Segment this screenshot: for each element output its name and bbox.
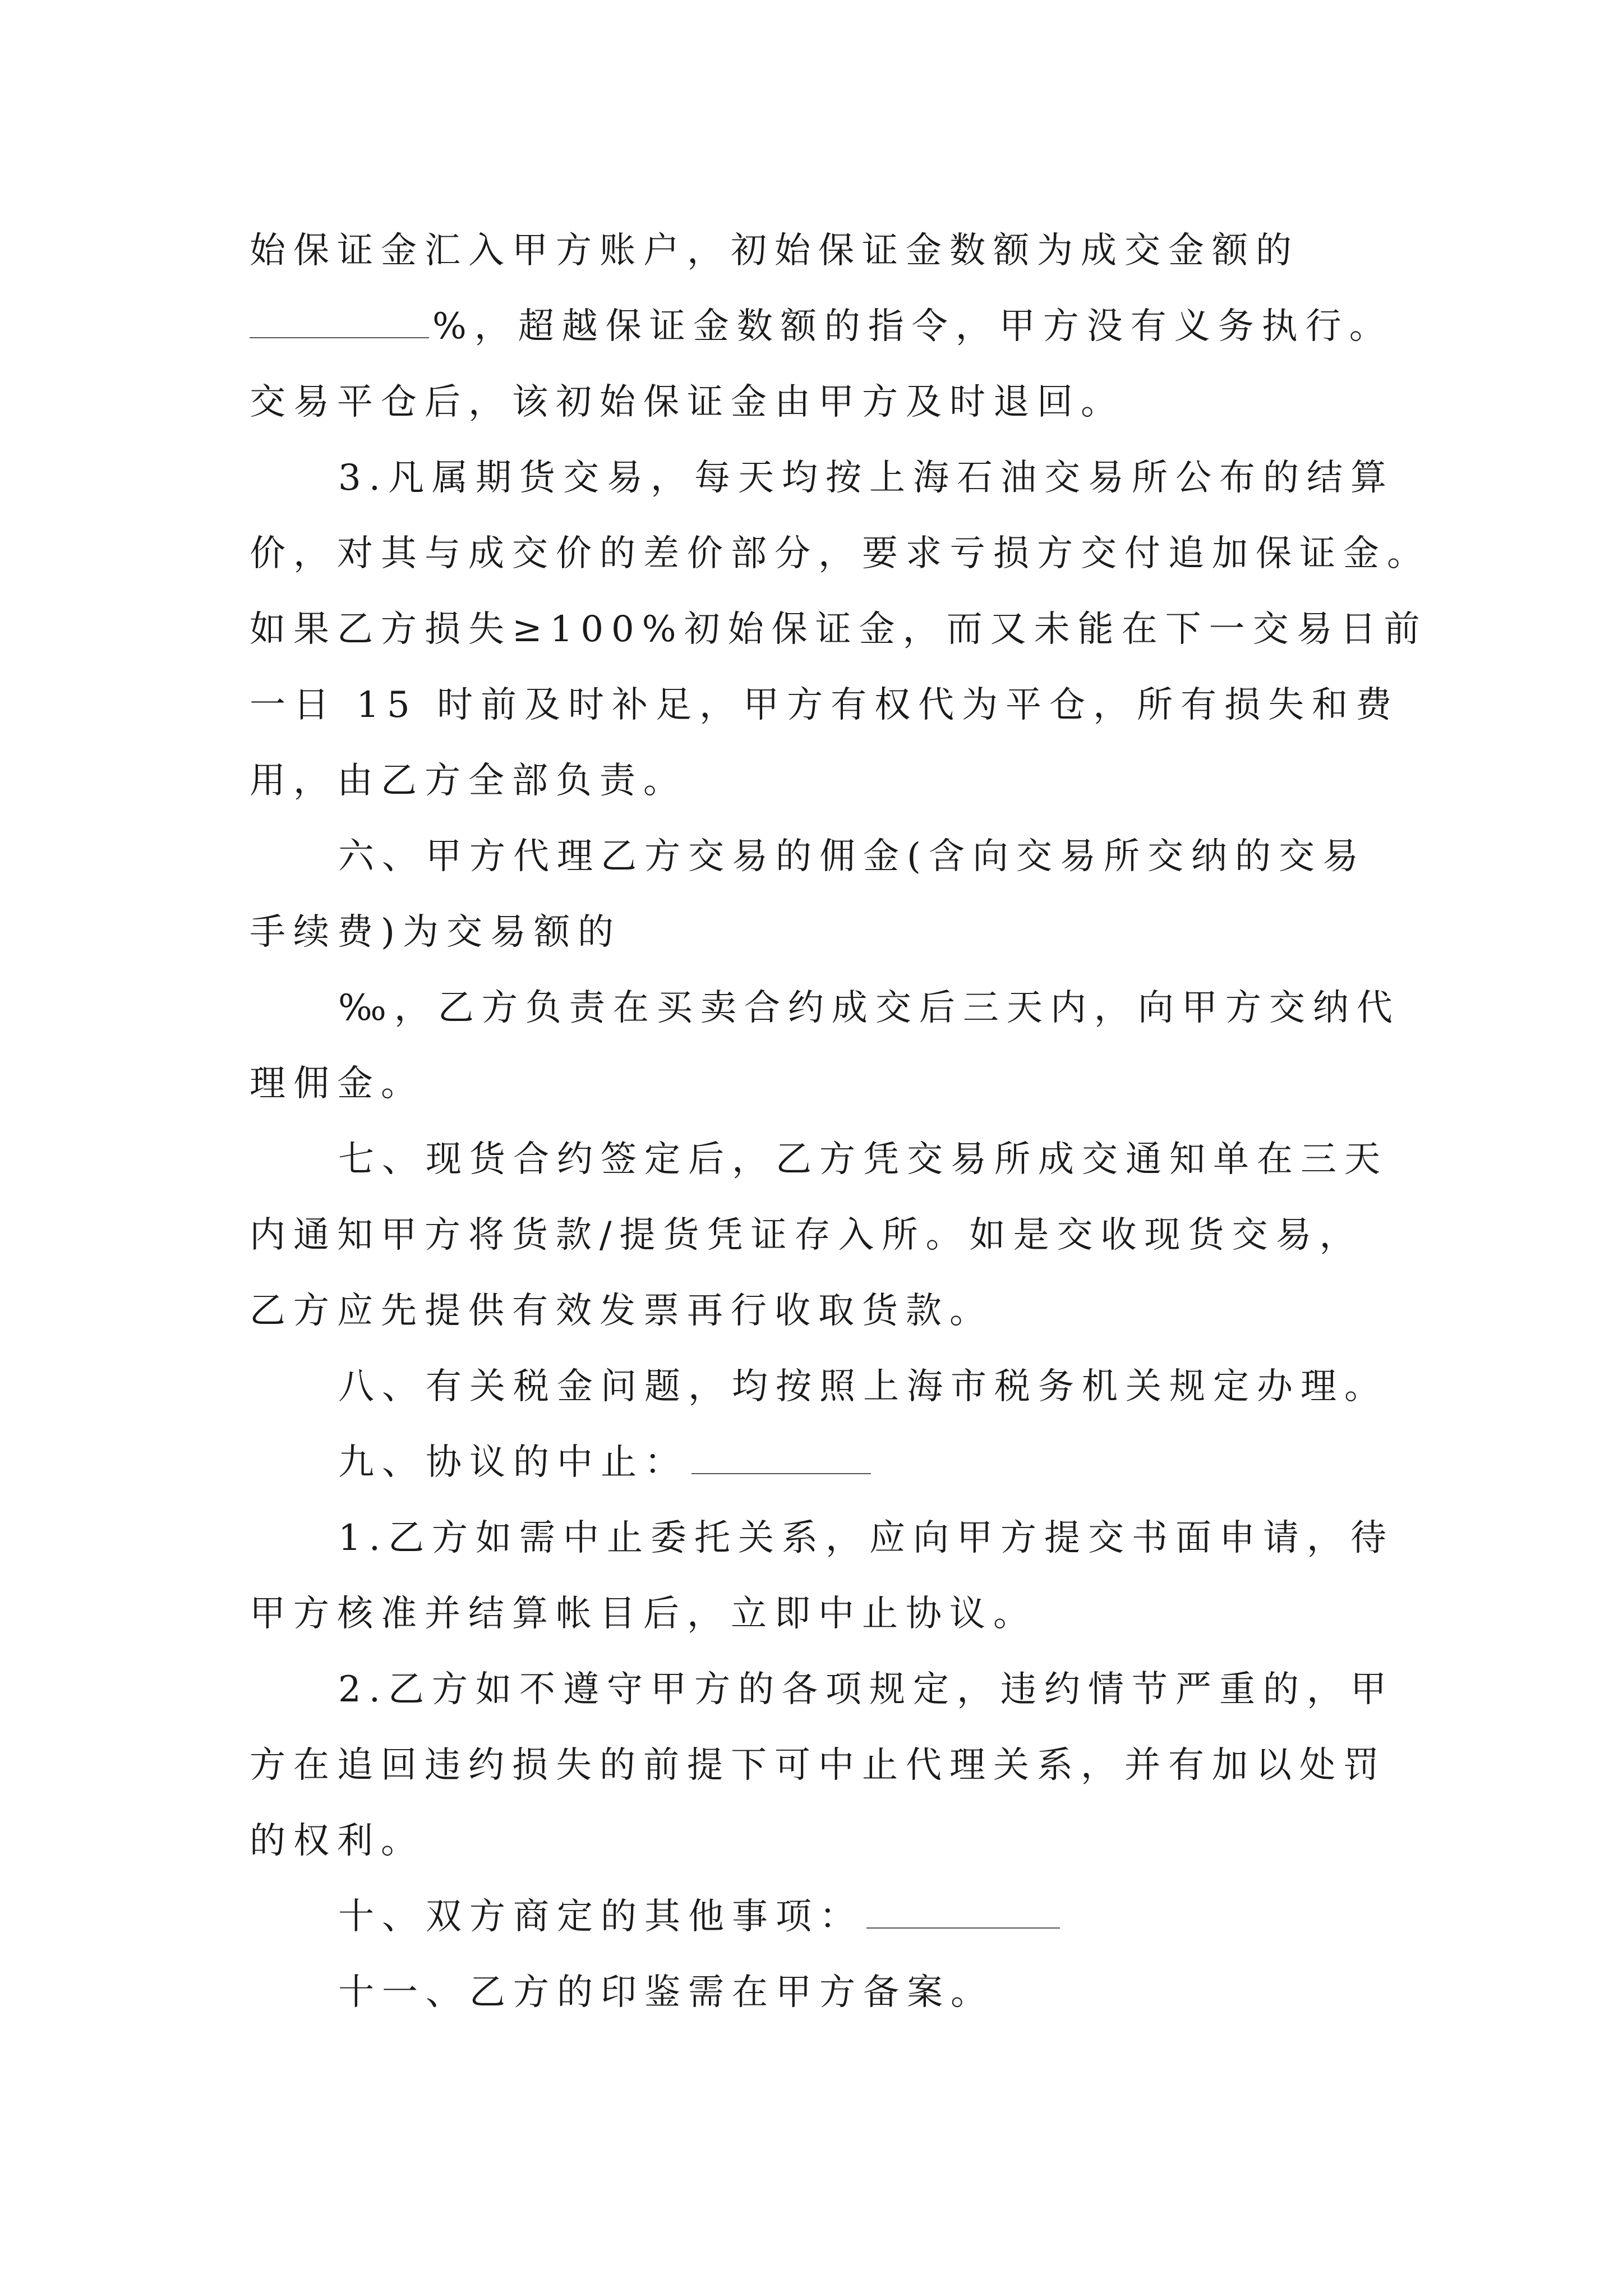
text-line: 交易平仓后，该初始保证金由甲方及时退回。 — [250, 381, 1124, 423]
clause-start-line — [250, 1425, 1416, 1501]
text-line: 内通知甲方将货款/提货凭证存入所。如是交收现货交易， — [250, 1214, 1363, 1256]
text-line: 方在追回违约损失的前提下可中止代理关系，并有加以处罚 — [250, 1745, 1387, 1786]
clause-start-line: 3.凡属期货交易，每天均按上海石油交易所公布的结算 — [338, 457, 1395, 499]
clause-start-line — [250, 1879, 1416, 1955]
text-line-prefix: 十、双方商定的其他事项： — [338, 1896, 863, 1938]
text-line: 一日 15 时前及时补足，甲方有权代为平仓，所有损失和费 — [250, 684, 1400, 726]
clause-start-line: 1.乙方如需中止委托关系，应向甲方提交书面申请，待 — [338, 1517, 1395, 1559]
contract-text-body — [250, 213, 1431, 2031]
text-line: 如果乙方损失≥100%初始保证金，而又未能在下一交易日前 — [250, 609, 1428, 650]
clause-start-line: 八、有关税金问题，均按照上海市税务机关规定办理。 — [338, 1366, 1388, 1407]
text-line: 价，对其与成交价的差价部分，要求亏损方交付追加保证金。 — [250, 533, 1431, 574]
clause-start-line: 六、甲方代理乙方交易的佣金(含向交易所交纳的交易 — [338, 836, 1366, 877]
text-line: 乙方应先提供有效发票再行收取货款。 — [250, 1290, 993, 1332]
text-line: 理佣金。 — [250, 1063, 425, 1105]
text-line: 的权利。 — [250, 1820, 425, 1862]
clause-start-line: 十一、乙方的印鉴需在甲方备案。 — [338, 1972, 994, 2013]
text-line — [250, 289, 1416, 365]
clause-start-line: ‰，乙方负责在买卖合约成交后三天内，向甲方交纳代 — [338, 987, 1400, 1029]
fill-in-blank — [250, 309, 429, 338]
clause-start-line: 2.乙方如不遵守甲方的各项规定，违约情节严重的，甲 — [338, 1669, 1395, 1710]
text-line-prefix: 九、协议的中止： — [338, 1442, 688, 1483]
text-line: 甲方核准并结算帐目后，立即中止协议。 — [250, 1593, 1037, 1635]
text-line: 手续费)为交易额的 — [250, 912, 621, 953]
text-line: 用，由乙方全部负责。 — [250, 760, 687, 802]
text-line-suffix: %，超越保证金数额的指令，甲方没有义务执行。 — [432, 306, 1393, 347]
fill-in-blank — [691, 1445, 871, 1474]
clause-start-line: 七、现货合约签定后，乙方凭交易所成交通知单在三天 — [338, 1139, 1388, 1180]
text-line: 始保证金汇入甲方账户，初始保证金数额为成交金额的 — [250, 230, 1299, 272]
fill-in-blank — [866, 1899, 1060, 1929]
